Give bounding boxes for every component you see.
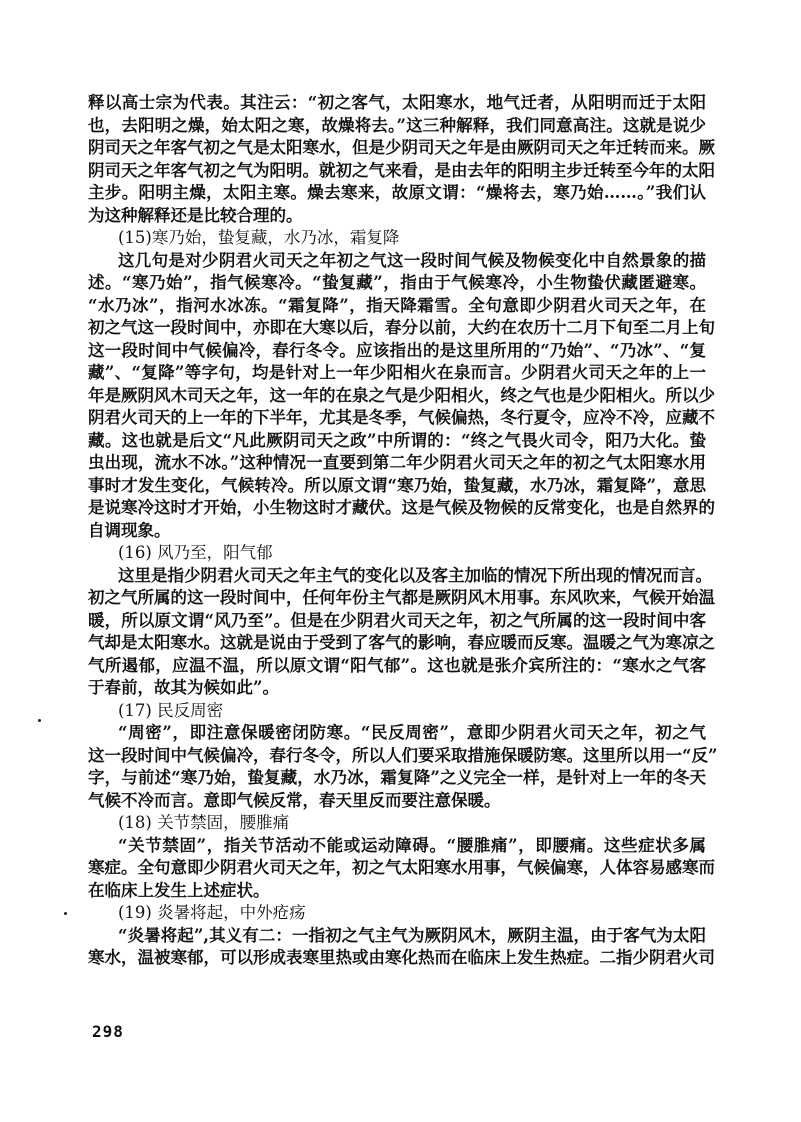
text-line: 初之气这一段时间中，亦即在大寒以后，春分以前，大约在农历十二月下旬至二月上旬 <box>88 318 715 337</box>
text-line: 也，去阳明之燥，始太阳之寒，故燥将去。”这三种解释，我们同意高注。这就是说少 <box>88 115 706 135</box>
text-line: 这一段时间中气候偏冷，春行冬令。应该指出的是这里所用的“乃始”、“乃冰”、“复 <box>88 340 706 360</box>
text-line: 年是厥阴风木司天之年，这一年的在泉之气是少阳相火，终之气也是少阳相火。所以少 <box>88 385 715 405</box>
text-line: 于春前，故其为候如此”。 <box>88 678 279 697</box>
section-heading: (15)寒乃始，蛰复藏，水乃冰，霜复降 <box>118 228 400 247</box>
text-line: 阴司天之年客气初之气是太阳寒水，但是少阴司天之年是由厥阴司天之年迁转而来。厥 <box>88 138 715 157</box>
text-line: 在临床上发生上述症状。 <box>88 880 270 900</box>
text-line: 初之气所属的这一段时间中，任何年份主气都是厥阴风木用事。东风吹来，气候开始温 <box>88 588 715 607</box>
text-line: 虫出现，流水不冰。”这种情况一直要到第二年少阴君火司天之年的初之气太阳寒水用 <box>88 453 706 472</box>
scan-speck <box>64 912 67 915</box>
text-line: 阴司天之年客气初之气为阳明。就初之气来看，是由去年的阳明主步迁转至今年的太阳 <box>88 160 715 180</box>
text-line: 这几句是对少阴君火司天之年初之气这一段时间气候及物候变化中自然景象的描 <box>118 250 706 270</box>
text-line: “炎暑将起”,其义有二：一指初之气主气为厥阴风木，厥阴主温，由于客气为太阳 <box>118 925 706 945</box>
text-line: 为这种解释还是比较合理的。 <box>88 205 303 225</box>
text-line: 气候不冷而言。意即气候反常，春天里反而要注意保暖。 <box>88 790 501 810</box>
text-line: 藏。这也就是后文“凡此厥阴司天之政”中所谓的：“终之气畏火司令，阳乃大化。蛰 <box>88 430 706 450</box>
text-line: 主步。阳明主燥，太阳主寒。燥去寒来，故原文谓：“燥将去，寒乃始……。”我们认 <box>88 183 706 202</box>
section-heading: (18) 关节禁固，腰脽痛 <box>118 813 290 832</box>
text-line: 自调现象。 <box>88 520 171 540</box>
text-line: 事时才发生变化，气候转冷。所以原文谓“寒乃始，蛰复藏，水乃冰，霜复降”，意思 <box>88 475 706 495</box>
text-line: “水乃冰”，指河水冰冻。“霜复降”，指天降霜雪。全句意即少阴君火司天之年，在 <box>88 295 706 315</box>
text-line: 寒水，温被寒郁，可以形成表寒里热或由寒化热而在临床上发生热症。二指少阴君火司 <box>88 948 715 967</box>
page-number: 298 <box>92 1022 124 1041</box>
text-line: 藏”、“复降”等字句，均是针对上一年少阳相火在泉而言。少阴君火司天之年的上一 <box>88 363 706 382</box>
text-line: 暖，所以原文谓“风乃至”。但是在少阴君火司天之年，初之气所属的这一段时间中客 <box>88 610 706 630</box>
text-line: “周密”，即注意保暖密闭防寒。“民反周密”，意即少阴君火司天之年，初之气 <box>118 723 706 742</box>
text-line: 寒症。全句意即少阴君火司天之年，初之气太阳寒水用事，气候偏寒，人体容易感寒而 <box>88 858 715 877</box>
scan-speck <box>38 719 41 722</box>
text-line: 气却是太阳寒水。这就是说由于受到了客气的影响，春应暖而反寒。温暖之气为寒凉之 <box>88 633 715 652</box>
text-line: 这里是指少阴君火司天之年主气的变化以及客主加临的情况下所出现的情况而言。 <box>118 565 712 585</box>
text-line: 字，与前述“寒乃始，蛰复藏，水乃冰，霜复降”之义完全一样，是针对上一年的冬天 <box>88 768 706 787</box>
text-line: “关节禁固”，指关节活动不能或运动障碍。“腰脽痛”，即腰痛。这些症状多属 <box>118 835 706 855</box>
text-line: 是说寒冷这时才开始，小生物这时才藏伏。这是气候及物候的反常变化，也是自然界的 <box>88 498 715 517</box>
text-line: 气所遏郁，应温不温，所以原文谓“阳气郁”。这也就是张介宾所注的：“寒水之气客 <box>88 655 706 675</box>
document-body <box>88 92 718 970</box>
text-line: 这一段时间中气候偏冷，春行冬令，所以人们要采取措施保暖防寒。这里所以用一“反” <box>88 745 718 765</box>
text-line: 阴君火司天的上一年的下半年，尤其是冬季，气候偏热，冬行夏令，应冷不冷，应藏不 <box>88 408 715 427</box>
section-heading: (17) 民反周密 <box>118 700 224 720</box>
section-heading: (19) 炎暑将起，中外疮疡 <box>118 903 306 922</box>
text-line: 述。“寒乃始”，指气候寒冷。“蛰复藏”，指由于气候寒冷，小生物蛰伏藏匿避寒。 <box>88 273 706 292</box>
section-heading: (16) 风乃至，阳气郁 <box>118 543 273 562</box>
text-line: 释以高士宗为代表。其注云：“初之客气，太阳寒水，地气迁者，从阳明而迁于太阳 <box>88 93 706 112</box>
